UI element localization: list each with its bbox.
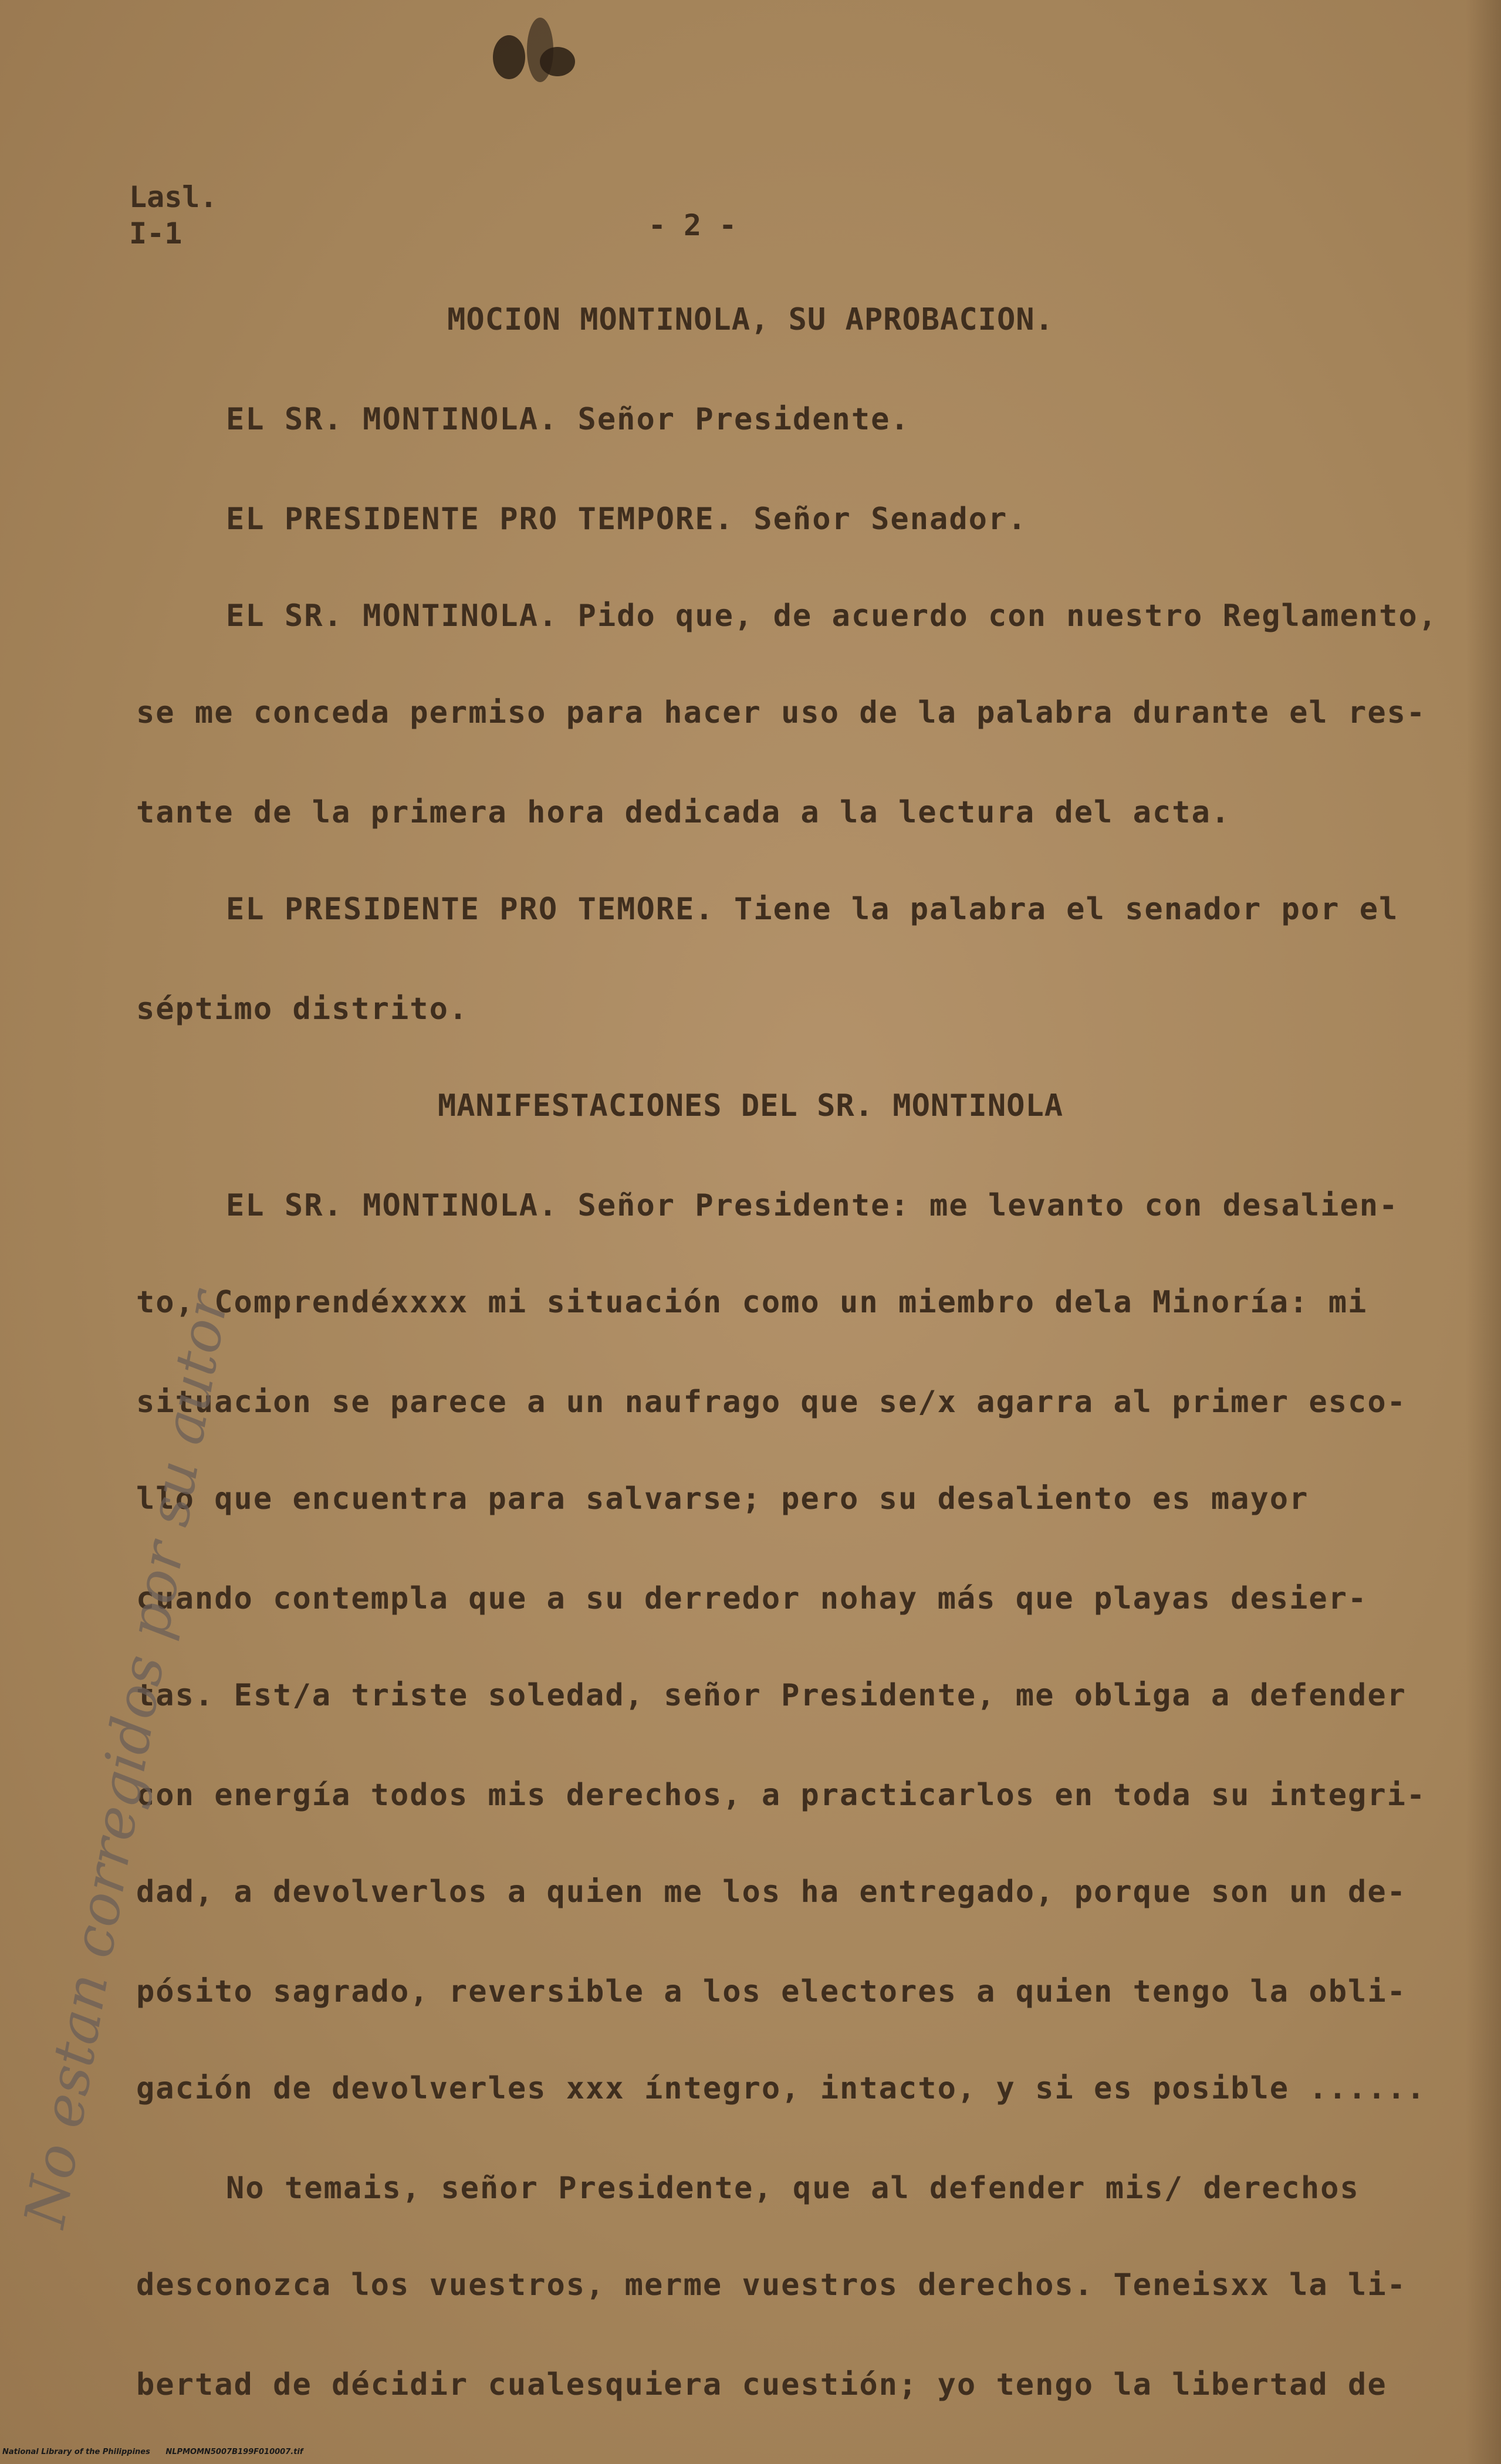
body-line: EL SR. MONTINOLA. Señor Presidente: me levanto con desalien- [226, 1188, 1399, 1223]
body-line: dad, a devolverlos a quien me los ha entregado, porque son un de- [136, 1874, 1407, 1910]
body-line: situacion se parece a un naufrago que se/x agarra al primer esco- [136, 1385, 1407, 1420]
body-line: gación de devolverles xxx íntegro, intacto, y si es posible ...... [136, 2071, 1426, 2106]
body-line: EL SR. MONTINOLA. Señor Presidente. [226, 402, 910, 437]
footer-file-id: NLPMOMN5007B199F010007.tif [165, 2448, 303, 2456]
body-line: con energía todos mis derechos, a practicarlos en toda su integri- [136, 1778, 1426, 1813]
footer-library: National Library of the Philippines [2, 2448, 150, 2456]
body-line: to, Comprendéxxxx mi situación como un miembro dela Minoría: mi [136, 1285, 1368, 1320]
document-code-line-1: Lasl. [129, 180, 218, 214]
body-line: EL PRESIDENTE PRO TEMPORE. Señor Senador. [226, 502, 1027, 537]
body-line: tante de la primera hora dedicada a la lectura del acta. [136, 795, 1231, 830]
body-line: se me conceda permiso para hacer uso de la palabra durante el res- [136, 695, 1426, 730]
document-code [129, 179, 218, 252]
body-line: séptimo distrito. [136, 991, 469, 1027]
document-code-line-2: I-1 [129, 216, 182, 251]
punch-holes [481, 12, 581, 100]
body-line: llo que encuentra para salvarse; pero su desaliento es mayor [136, 1481, 1309, 1517]
body-line: EL SR. MONTINOLA. Pido que, de acuerdo con nuestro Reglamento, [226, 598, 1438, 634]
page-number: - 2 - [648, 208, 737, 242]
body-line: EL PRESIDENTE PRO TEMORE. Tiene la palabra el senador por el [226, 892, 1399, 927]
body-line: tas. Est/a triste soledad, señor Presidente, me obliga a defender [136, 1678, 1407, 1713]
body-line: cuando contempla que a su derredor nohay más que playas desier- [136, 1581, 1368, 1616]
body-line: bertad de décidir cualesquiera cuestión; yo tengo la libertad de [136, 2367, 1387, 2402]
body-line: No temais, señor Presidente, que al defender mis/ derechos [226, 2171, 1360, 2206]
heading-statements: MANIFESTACIONES DEL SR. MONTINOLA [437, 1088, 1064, 1123]
body-line: pósito sagrado, reversible a los electores a quien tengo la obli- [136, 1974, 1407, 2009]
heading-motion: MOCION MONTINOLA, SU APROBACION. [447, 302, 1054, 337]
handwritten-margin-note: No estan corregidos por su autor [12, 1287, 241, 2232]
body-line: desconozca los vuestros, merme vuestros derechos. Teneisxx la li- [136, 2267, 1407, 2303]
scan-footer [2, 2448, 316, 2456]
page-edge-shadow [1466, 0, 1501, 2464]
